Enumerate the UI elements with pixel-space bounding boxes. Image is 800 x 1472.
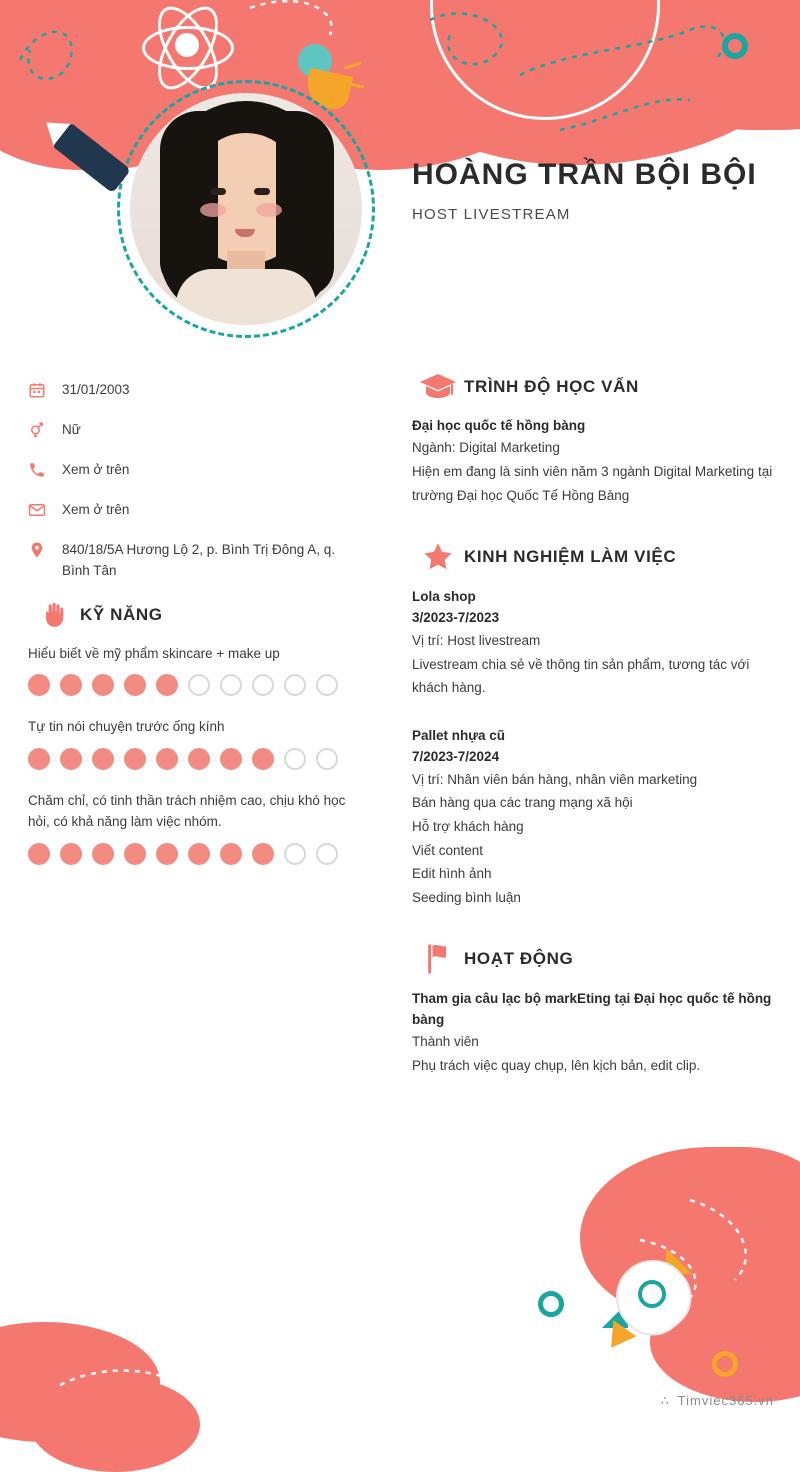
contact-item-birthdate xyxy=(28,380,348,401)
section-title: KỸ NĂNG xyxy=(80,604,163,624)
activity-entry xyxy=(412,989,782,1077)
job-title: HOST LIVESTREAM xyxy=(412,206,571,223)
experience-line: Edit hình ảnh xyxy=(412,866,492,882)
section-title: KINH NGHIỆM LÀM VIỆC xyxy=(464,547,677,567)
section-title: HOẠT ĐỘNG xyxy=(464,949,574,969)
education-heading xyxy=(412,372,782,402)
contact-item-address xyxy=(28,540,348,582)
activity-line: Thành viên xyxy=(412,1033,479,1049)
activities-section xyxy=(412,943,782,1077)
education-line: Ngành: Digital Marketing xyxy=(412,440,560,456)
section-title: TRÌNH ĐỘ HỌC VẤN xyxy=(464,377,639,396)
flag-icon xyxy=(412,943,464,975)
skill-rating xyxy=(28,674,348,696)
skill-label: Hiểu biết về mỹ phẩm skincare + make up xyxy=(28,645,280,661)
contact-text: Xem ở trên xyxy=(62,461,130,477)
education-entry xyxy=(412,416,782,507)
experience-line: Viết content xyxy=(412,842,484,858)
contact-item-email xyxy=(28,500,348,521)
avatar xyxy=(130,93,362,325)
experience-section xyxy=(412,541,782,909)
right-column xyxy=(412,372,782,1111)
experience-entry xyxy=(412,587,782,700)
contact-text: 840/18/5A Hương Lộ 2, p. Bình Trị Đông A, q. Bình Tân xyxy=(62,541,336,578)
experience-line: Bán hàng qua các trang mạng xã hội xyxy=(412,795,633,811)
activities-heading xyxy=(412,943,782,975)
left-column xyxy=(28,380,348,885)
location-icon xyxy=(28,540,62,559)
skill-rating xyxy=(28,748,348,770)
experience-line: Vị trí: Nhân viên bán hàng, nhân viên marketing xyxy=(412,771,698,787)
school-name: Đại học quốc tế hồng bàng xyxy=(412,418,586,433)
skill-rating xyxy=(28,843,348,865)
contact-list xyxy=(28,380,348,582)
company-name: Lola shop xyxy=(412,589,476,605)
logo-icon: ∴ xyxy=(661,1393,670,1408)
contact-text: Nữ xyxy=(62,421,81,437)
education-line: Hiện em đang là sinh viên năm 3 ngành Digital Marketing tại trường Đại học Quốc Tế Hồng Bàng xyxy=(412,463,773,503)
gender-icon xyxy=(28,420,62,439)
experience-line: Seeding bình luận xyxy=(412,889,521,905)
contact-text: 31/01/2003 xyxy=(62,382,130,397)
hand-icon xyxy=(28,601,80,629)
star-icon xyxy=(412,541,464,573)
watermark-text: Timviec365.vn xyxy=(677,1393,774,1408)
watermark xyxy=(661,1393,774,1408)
phone-icon xyxy=(28,460,62,479)
experience-line: Livestream chia sẻ về thông tin sản phẩm, tương tác với khách hàng. xyxy=(412,656,750,696)
page-title: HOÀNG TRẦN BỘI BỘI xyxy=(412,158,757,191)
experience-line: Vị trí: Host livestream xyxy=(412,632,541,648)
skill-item xyxy=(28,716,348,770)
company-name: Pallet nhựa cũ xyxy=(412,727,506,743)
skills-heading xyxy=(28,601,348,629)
teal-ring-bottom-icon xyxy=(538,1291,564,1317)
name-block xyxy=(412,158,782,223)
date-range: 7/2023-7/2024 xyxy=(412,749,500,765)
calendar-icon xyxy=(28,380,62,399)
contact-item-phone xyxy=(28,460,348,481)
experience-entry xyxy=(412,726,782,910)
skill-label: Tự tin nói chuyện trước ống kính xyxy=(28,719,225,735)
skill-item xyxy=(28,643,348,697)
contact-text: Xem ở trên xyxy=(62,501,130,517)
experience-line: Hỗ trợ khách hàng xyxy=(412,818,524,834)
education-section xyxy=(412,372,782,507)
rocket-icon xyxy=(580,1242,730,1362)
skill-label: Chăm chỉ, có tinh thần trách nhiệm cao, chịu khó học hỏi, có khả năng làm việc nhóm. xyxy=(28,792,346,830)
mail-icon xyxy=(28,500,62,519)
teal-ring-icon xyxy=(722,33,748,59)
skills-section xyxy=(28,601,348,865)
activity-line: Phụ trách việc quay chụp, lên kịch bản, edit clip. xyxy=(412,1057,701,1073)
activity-title: Tham gia câu lạc bộ markEting tại Đại học quốc tế hồng bàng xyxy=(412,991,772,1027)
graduation-cap-icon xyxy=(412,372,464,402)
blob-bottom-left-2 xyxy=(30,1377,200,1472)
skill-item xyxy=(28,790,348,865)
contact-item-gender xyxy=(28,420,348,441)
date-range: 3/2023-7/2023 xyxy=(412,610,500,626)
experience-heading xyxy=(412,541,782,573)
